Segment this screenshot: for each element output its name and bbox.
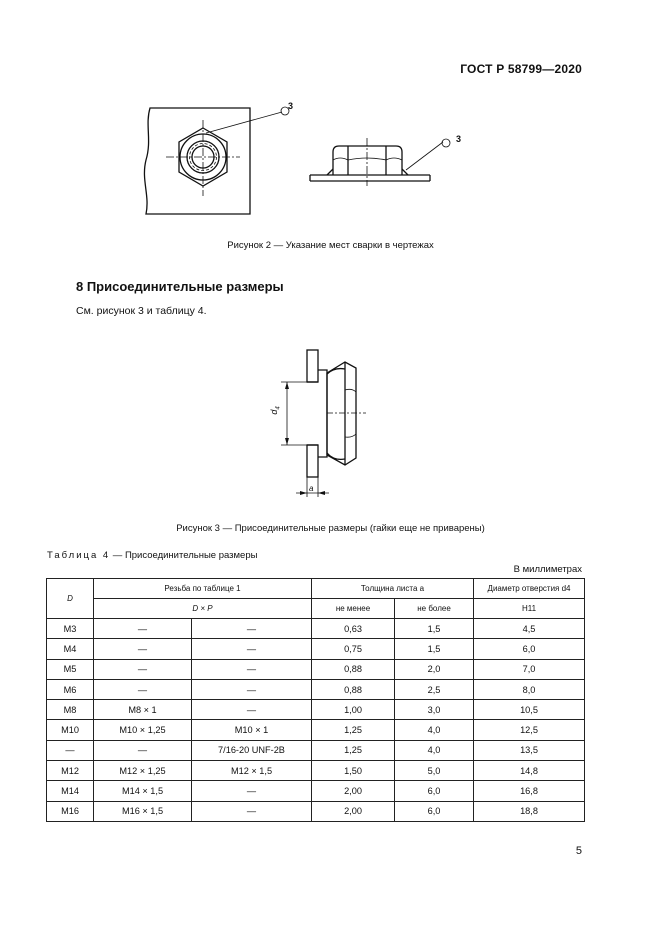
table-cell: M14 (47, 781, 94, 801)
table-cell: — (192, 679, 312, 699)
table-title: Таблица 4 — Присоединительные размеры (47, 550, 258, 561)
header-min: не менее (312, 599, 395, 619)
section-text: См. рисунок 3 и таблицу 4. (76, 305, 207, 317)
table-cell: 0,88 (312, 679, 395, 699)
table-units: В миллиметрах (513, 564, 582, 575)
header-max: не более (395, 599, 474, 619)
table-cell: 12,5 (474, 720, 585, 740)
table-cell: — (94, 679, 192, 699)
table-cell: 2,00 (312, 801, 395, 821)
table-row (47, 781, 585, 801)
connection-dimensions-table (46, 578, 585, 822)
table-cell: 2,0 (395, 659, 474, 679)
table-cell: 1,00 (312, 700, 395, 720)
header-dxp: D × P (94, 599, 312, 619)
header-d: D (47, 579, 94, 619)
table-row (47, 720, 585, 740)
table-cell: M16 × 1,5 (94, 801, 192, 821)
header-hole: Диаметр отверстия d4 (474, 579, 585, 599)
table-cell: — (192, 781, 312, 801)
table-cell: M10 (47, 720, 94, 740)
table-cell: 13,5 (474, 740, 585, 760)
table-cell: — (47, 740, 94, 760)
table-cell: M5 (47, 659, 94, 679)
table-cell: — (94, 619, 192, 639)
table-cell: 6,0 (395, 781, 474, 801)
header-h11: H11 (474, 599, 585, 619)
table-cell: 16,8 (474, 781, 585, 801)
table-cell: M12 × 1,25 (94, 761, 192, 781)
table-cell: M8 (47, 700, 94, 720)
table-cell: 4,0 (395, 740, 474, 760)
table-row (47, 679, 585, 699)
table-cell: — (192, 619, 312, 639)
table-row (47, 801, 585, 821)
document-header: ГОСТ Р 58799—2020 (460, 62, 582, 76)
dimension-a-label: a (309, 484, 314, 493)
table-cell: M3 (47, 619, 94, 639)
table-row (47, 761, 585, 781)
table-cell: 1,5 (395, 639, 474, 659)
callout-number: 3 (288, 101, 294, 111)
table-cell: 10,5 (474, 700, 585, 720)
table-cell: 8,0 (474, 679, 585, 699)
table-cell: 0,63 (312, 619, 395, 639)
table-cell: 1,25 (312, 720, 395, 740)
figure-3-caption: Рисунок 3 — Присоединительные размеры (гайки еще не приварены) (176, 523, 485, 534)
table-cell: M10 × 1 (192, 720, 312, 740)
figure-2-caption: Рисунок 2 — Указание мест сварки в чертежах (227, 240, 434, 251)
table-cell: M12 (47, 761, 94, 781)
table-cell: — (192, 639, 312, 659)
section-title: 8 Присоединительные размеры (76, 279, 284, 294)
callout-number: 3 (456, 134, 462, 144)
table-cell: — (94, 659, 192, 679)
table-cell: 1,25 (312, 740, 395, 760)
table-cell: 2,5 (395, 679, 474, 699)
table-cell: 14,8 (474, 761, 585, 781)
header-thread: Резьба по таблице 1 (94, 579, 312, 599)
table-cell: 6,0 (474, 639, 585, 659)
table-cell: 4,5 (474, 619, 585, 639)
table-cell: M8 × 1 (94, 700, 192, 720)
table-cell: M12 × 1,5 (192, 761, 312, 781)
table-cell: — (192, 700, 312, 720)
table-cell: 7/16-20 UNF-2B (192, 740, 312, 760)
table-cell: M4 (47, 639, 94, 659)
table-cell: 0,88 (312, 659, 395, 679)
table-cell: 6,0 (395, 801, 474, 821)
table-cell: — (94, 639, 192, 659)
table-cell: 0,75 (312, 639, 395, 659)
table-row (47, 740, 585, 760)
table-cell: M14 × 1,5 (94, 781, 192, 801)
table-cell: — (192, 659, 312, 679)
page-number: 5 (575, 845, 582, 857)
table-cell: — (192, 801, 312, 821)
table-cell: 1,50 (312, 761, 395, 781)
table-cell: 1,5 (395, 619, 474, 639)
table-cell: — (94, 740, 192, 760)
table-cell: 18,8 (474, 801, 585, 821)
dimension-d4-label: $d_4$ (268, 406, 282, 415)
table-cell: 3,0 (395, 700, 474, 720)
table-row (47, 639, 585, 659)
table-cell: M6 (47, 679, 94, 699)
table-row (47, 700, 585, 720)
table-cell: M16 (47, 801, 94, 821)
header-thickness: Толщина листа a (312, 579, 474, 599)
table-cell: 4,0 (395, 720, 474, 740)
table-row (47, 619, 585, 639)
table-cell: 5,0 (395, 761, 474, 781)
table-cell: 2,00 (312, 781, 395, 801)
table-row (47, 659, 585, 679)
table-cell: M10 × 1,25 (94, 720, 192, 740)
table-cell: 7,0 (474, 659, 585, 679)
